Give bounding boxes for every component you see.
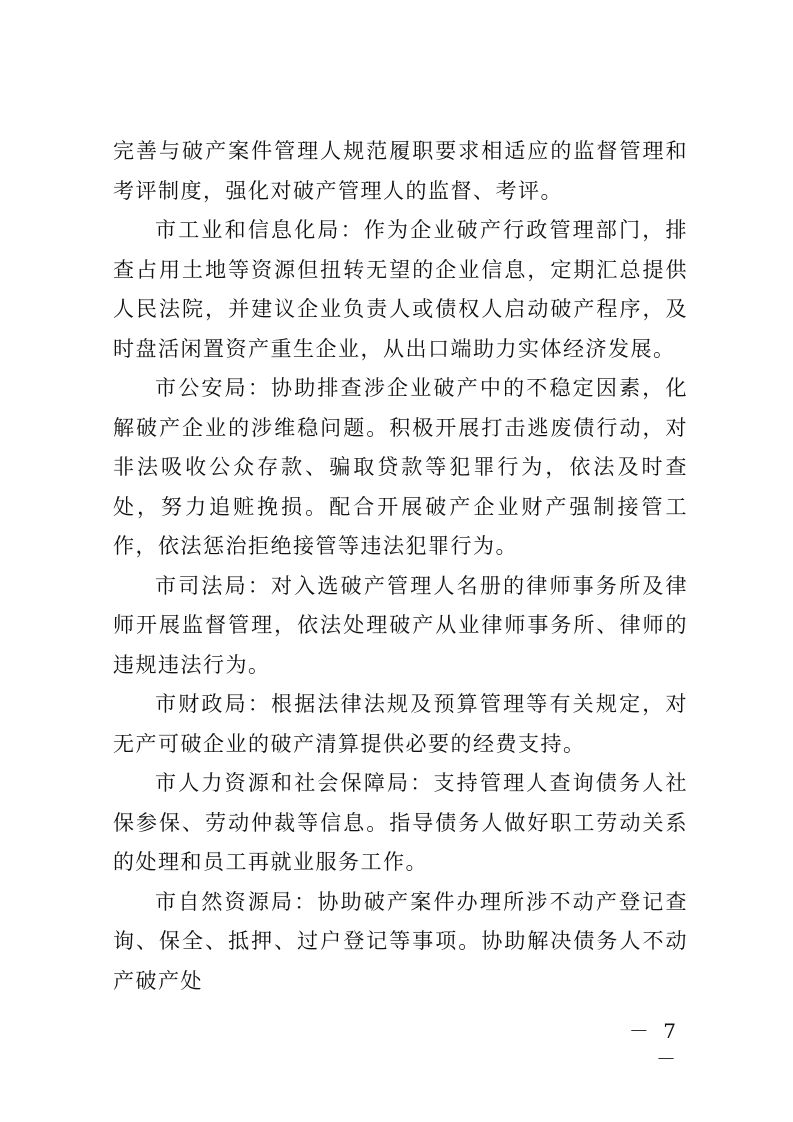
paragraph-continuation: 完善与破产案件管理人规范履职要求相适应的监督管理和考评制度，强化对破产管理人的监督、考评。: [113, 139, 688, 203]
paragraph-finance-bureau: 市财政局：根据法律法规及预算管理等有关规定，对无产可破企业的破产清算提供必要的经费支持。: [113, 692, 688, 756]
paragraph-natural-resources-bureau: 市自然资源局：协助破产案件办理所涉不动产登记查询、保全、抵押、过户登记等事项。协助解决债务人不动产破产处: [113, 889, 688, 993]
paragraph-human-resources-bureau: 市人力资源和社会保障局：支持管理人查询债务人社保参保、劳动仲裁等信息。指导债务人做好职工劳动关系的处理和员工再就业服务工作。: [113, 771, 688, 874]
page-number: － 7 －: [628, 1019, 680, 1071]
paragraph-public-security-bureau: 市公安局：协助排查涉企业破产中的不稳定因素，化解破产企业的涉维稳问题。积极开展打击逃废债行动，对非法吸收公众存款、骗取贷款等犯罪行为，依法及时查处，努力追赃挽损。配合开展破产企业财产强制接管工作，依法惩治拒绝接管等违法犯罪行为。: [113, 376, 688, 558]
paragraph-industry-bureau: 市工业和信息化局：作为企业破产行政管理部门，排查占用土地等资源但扭转无望的企业信息，定期汇总提供人民法院，并建议企业负责人或债权人启动破产程序，及时盘活闲置资产重生企业，从出口端助力实体经济发展。: [113, 218, 688, 361]
paragraph-justice-bureau: 市司法局：对入选破产管理人名册的律师事务所及律师开展监督管理，依法处理破产从业律师事务所、律师的违规违法行为。: [113, 573, 688, 677]
document-body: [113, 132, 688, 1001]
